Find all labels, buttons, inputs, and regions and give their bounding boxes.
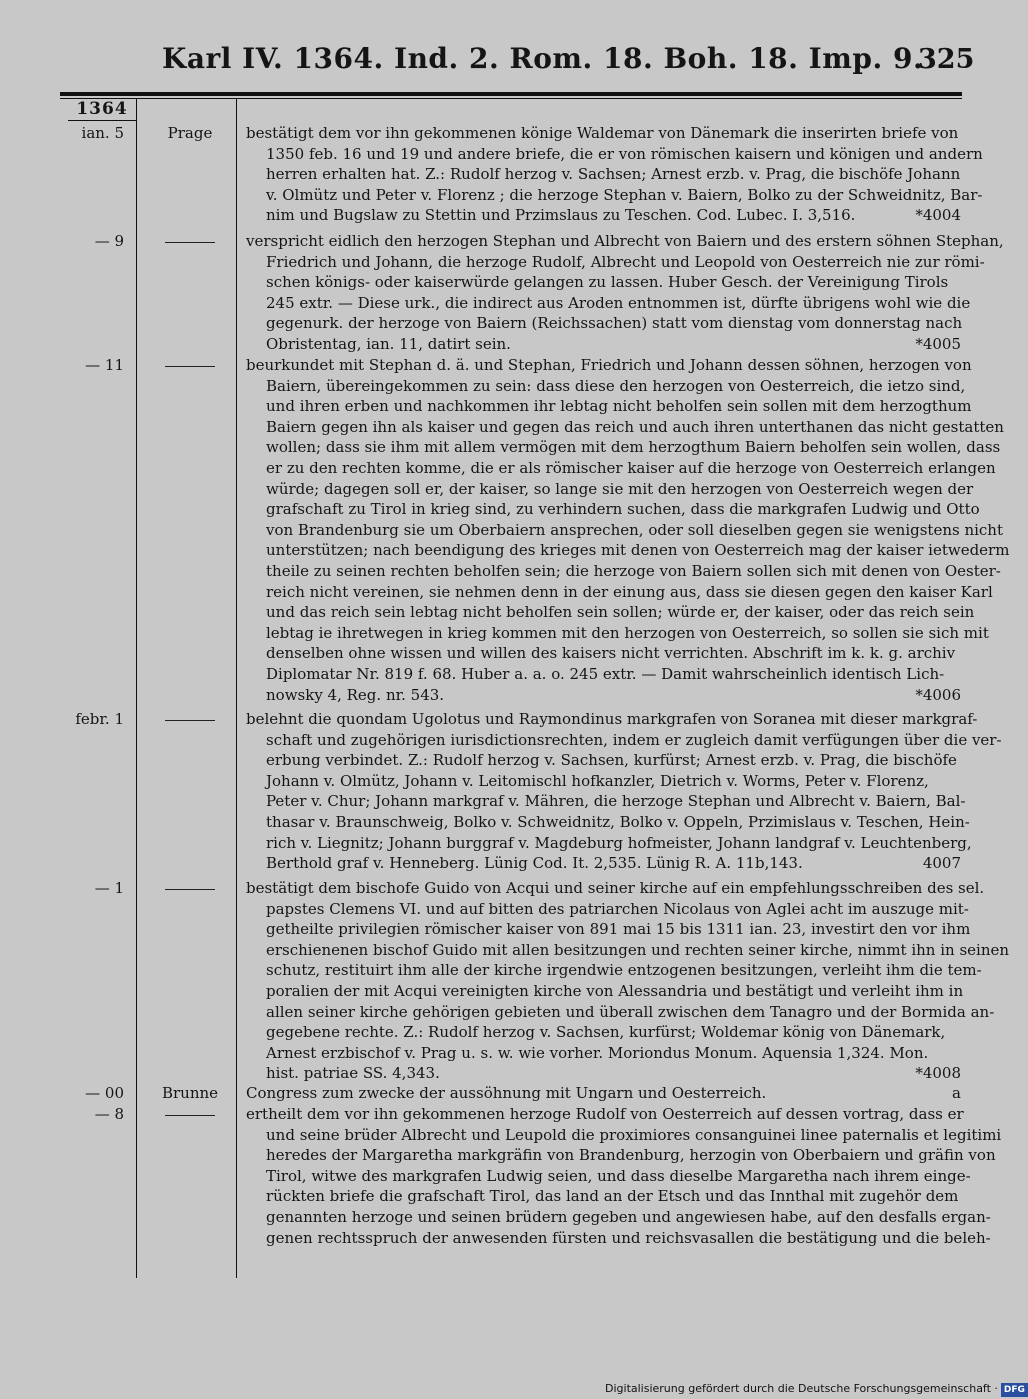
ditto-dash [165, 1115, 215, 1116]
footer-credit [605, 1382, 1028, 1397]
entry-line: Baiern gegen ihn als kaiser und gegen das reich und auch ihren unterthanen das nicht gestatten [266, 417, 1004, 436]
ditto-dash [165, 720, 215, 721]
entry-line: Diplomatar Nr. 819 f. 68. Huber a. a. o. 245 extr. — Damit wahrscheinlich identisch Lich- [266, 664, 945, 683]
entry-line: grafschaft zu Tirol in krieg sind, zu verhindern suchen, dass die markgrafen Ludwig und Otto [266, 500, 980, 519]
entry-line: bestätigt dem vor ihn gekommenen könige Waldemar von Dänemark die inserirten briefe von [246, 124, 959, 142]
entry-line: rich v. Liegnitz; Johann burggraf v. Magdeburg hofmeister, Johann landgraf v. Leuchtenberg, [266, 833, 972, 852]
column-divider-place [236, 98, 237, 1278]
entry-text [246, 709, 1002, 874]
entry-line: Baiern, übereingekommen zu sein: dass diese den herzogen von Oesterreich, die ietzo sind, [266, 376, 966, 395]
entry-place [150, 1104, 230, 1125]
entry-date: — 8 [94, 1105, 124, 1123]
entry-line: Tirol, witwe des markgrafen Ludwig seien, und dass dieselbe Margaretha nach ihrem einge- [266, 1166, 971, 1185]
page-number: 325 [918, 44, 975, 75]
entry-date: — 1 [94, 879, 124, 897]
year-underline [68, 120, 136, 121]
entry-line: lebtag ie ihretwegen in krieg kommen mit den herzogen von Oesterreich, so sollen sie sich mit [266, 623, 989, 642]
entry-line: unterstützen; nach beendigung des krieges mit denen von Oesterreich mag der kaiser ietwederm [266, 541, 1010, 560]
ditto-dash [165, 242, 215, 243]
entry-line: würde; dagegen soll er, der kaiser, so lange sie mit den herzogen von Oesterreich wegen der [266, 479, 974, 498]
entry-line: 4007 Berthold graf v. Henneberg. Lünig Cod. It. 2,535. Lünig R. A. 11b,143. [266, 854, 961, 873]
entry-line: beurkundet mit Stephan d. ä. und Stephan, Friedrich und Johann dessen söhnen, herzogen von [246, 356, 972, 374]
entry-line: v. Olmütz und Peter v. Florenz ; die herzoge Stephan v. Baiern, Bolko zu der Schweidnitz, Bar- [266, 185, 983, 204]
entry-line: Peter v. Chur; Johann markgraf v. Mähren, die herzoge Stephan und Albrecht v. Baiern, Bal- [266, 792, 966, 811]
entry-line: allen seiner kirche gehörigen gebieten und überall zwischen dem Tanagro und der Bormida an- [266, 1002, 995, 1021]
entry-number: *4008 [915, 1064, 961, 1083]
entry-line: Johann v. Olmütz, Johann v. Leitomischl hofkanzler, Dietrich v. Worms, Peter v. Florenz, [266, 771, 929, 790]
entry-line: belehnt die quondam Ugolotus und Raymondinus markgrafen von Soranea mit dieser markgraf- [246, 710, 978, 728]
entry-line: wollen; dass sie ihm mit allem vermögen mit dem herzogthum Baiern beholfen sein wollen, dass [266, 438, 1001, 457]
entry-date: — 00 [85, 1084, 124, 1102]
entry-line: thasar v. Braunschweig, Bolko v. Schweidnitz, Bolko v. Oppeln, Przimislaus v. Teschen, Hein- [266, 812, 970, 831]
entry-line: rückten briefe die grafschaft Tirol, das land an der Etsch und das Innthal mit zugehör dem [266, 1187, 959, 1206]
entry-line: poralien der mit Acqui vereinigten kirche von Alessandria und bestätigt und verleiht ihm in [266, 981, 964, 1000]
entry-date: — 9 [94, 232, 124, 250]
entry-place [150, 878, 230, 899]
entry-place [150, 231, 230, 252]
entry-line: *4005 Obristentag, ian. 11, datirt sein. [266, 334, 961, 353]
entry-date: ian. 5 [81, 124, 124, 142]
entry-text [246, 1083, 961, 1104]
entry-date: febr. 1 [75, 710, 124, 728]
entry-text [246, 123, 983, 226]
ditto-dash [165, 366, 215, 367]
entry-number: *4005 [915, 334, 961, 353]
entry-line: und seine brüder Albrecht und Leupold die proximiores consanguinei linee paternalis et legitimi [266, 1125, 1002, 1144]
running-title: Karl IV. 1364. Ind. 2. Rom. 18. Boh. 18. Imp. 9. [162, 42, 924, 75]
entry-line: *4008 hist. patriae SS. 4,343. [266, 1064, 961, 1083]
entry-line: gegenurk. der herzoge von Baiern (Reichssachen) statt vom dienstag vom donnerstag nach [266, 314, 963, 333]
entry-line: schaft und zugehörigen iurisdictionsrechten, indem er zugleich damit verfügungen über die ver- [266, 730, 1002, 749]
entry-place [150, 709, 230, 730]
entry-number: a [952, 1084, 961, 1102]
entry-place [150, 355, 230, 376]
entry-line: denselben ohne wissen und willen des kaisers nicht verrichten. Abschrift im k. k. g. archiv [266, 644, 956, 663]
entry-line: *4006 nowsky 4, Reg. nr. 543. [266, 685, 961, 704]
entry-line: erbung verbindet. Z.: Rudolf herzog v. Sachsen, kurfürst; Arnest erzb. v. Prag, die bischöfe [266, 751, 957, 770]
entry-line: von Brandenburg sie um Oberbaiern ansprechen, oder soll dieselben gegen sie wenigstens nicht [266, 520, 1003, 539]
entry-line: und das reich sein lebtag nicht beholfen sein sollen; würde er, der kaiser, oder das reich sein [266, 603, 975, 622]
header-rule [60, 92, 962, 96]
entry-line: 1350 feb. 16 und 19 und andere briefe, die er von römischen kaisern und königen und andern [266, 144, 983, 163]
entry-date: — 11 [85, 356, 124, 374]
entry-line: er zu den rechten komme, die er als römischer kaiser auf die herzoge von Oesterreich erlangen [266, 458, 996, 477]
entry-number: 4007 [922, 854, 961, 873]
dfg-logo: DFG [1001, 1383, 1028, 1397]
entry-line: reich nicht vereinen, sie nehmen denn in der einung aus, dass sie diesen gegen den kaiser Karl [266, 582, 993, 601]
entry-line: 245 extr. — Diese urk., die indirect aus Aroden entnommen ist, dürfte übrigens wohl wie die [266, 293, 971, 312]
entry-line: genen rechtsspruch der anwesenden fürsten und reichsvasallen die bestätigung und die beleh- [266, 1228, 991, 1247]
entry-line: schutz, restituirt ihm alle der kirche irgendwie entzogenen besitzungen, verleiht ihm die tem- [266, 961, 982, 980]
entry-line: Friedrich und Johann, die herzoge Rudolf, Albrecht und Leopold von Oesterreich nie zur römi- [266, 252, 985, 271]
entry-line: a Congress zum zwecke der aussöhnung mit Ungarn und Oesterreich. [246, 1084, 961, 1102]
entry-line: erschienenen bischof Guido mit allen besitzungen und rechten seiner kirche, nimmt ihn in seinen [266, 940, 1010, 959]
entry-text [246, 878, 1010, 1084]
entry-text [246, 1104, 1002, 1248]
entry-text [246, 355, 1010, 705]
entry-place: Prage [167, 124, 213, 142]
entry-line: herren erhalten hat. Z.: Rudolf herzog v. Sachsen; Arnest erzb. v. Prag, die bischöfe Johann [266, 165, 961, 184]
entry-line: *4004 nim und Bugslaw zu Stettin und Przimslaus zu Teschen. Cod. Lubec. I. 3,516. [266, 206, 961, 225]
ditto-dash [165, 889, 215, 890]
entry-line: gegebene rechte. Z.: Rudolf herzog v. Sachsen, kurfürst; Woldemar könig von Dänemark, [266, 1023, 946, 1042]
entry-line: bestätigt dem bischofe Guido von Acqui und seiner kirche auf ein empfehlungsschreiben des sel. [246, 879, 985, 897]
entry-line: papstes Clemens VI. und auf bitten des patriarchen Nicolaus von Aglei acht im auszuge mit- [266, 899, 969, 918]
entry-text [246, 231, 1004, 355]
entry-line: Arnest erzbischof v. Prag u. s. w. wie vorher. Moriondus Monum. Aquensia 1,324. Mon. [266, 1043, 929, 1062]
entry-line: und ihren erben und nachkommen ihr lebtag nicht beholfen sein sollen mit dem herzogthum [266, 397, 972, 416]
column-divider-date [136, 98, 137, 1278]
entry-line: ertheilt dem vor ihn gekommenen herzoge Rudolf von Oesterreich auf dessen vortrag, dass er [246, 1105, 964, 1123]
entry-line: getheilte privilegien römischer kaiser von 891 mai 15 bis 1311 ian. 23, investirt den vor ihm [266, 920, 971, 939]
year-heading: 1364 [76, 99, 128, 119]
entry-number: *4004 [915, 206, 961, 225]
entry-line: theile zu seinen rechten beholfen sein; die herzoge von Baiern sollen sich mit denen von Oester- [266, 561, 1001, 580]
header-rule-thin [60, 98, 962, 99]
entry-line: genannten herzoge und seinen brüdern gegeben und angewiesen habe, auf den desfalls ergan- [266, 1207, 991, 1226]
entry-line: verspricht eidlich den herzogen Stephan und Albrecht von Baiern und des erstern söhnen Stephan, [246, 232, 1004, 250]
entry-number: *4006 [915, 685, 961, 704]
entry-line: heredes der Margaretha markgräfin von Brandenburg, herzogin von Oberbaiern und gräfin von [266, 1146, 996, 1165]
entry-line: schen königs- oder kaiserwürde gelangen zu lassen. Huber Gesch. der Vereinigung Tirols [266, 273, 949, 292]
entry-place: Brunne [161, 1084, 219, 1102]
footer-credit-text: Digitalisierung gefördert durch die Deutsche Forschungsgemeinschaft · [605, 1382, 998, 1395]
